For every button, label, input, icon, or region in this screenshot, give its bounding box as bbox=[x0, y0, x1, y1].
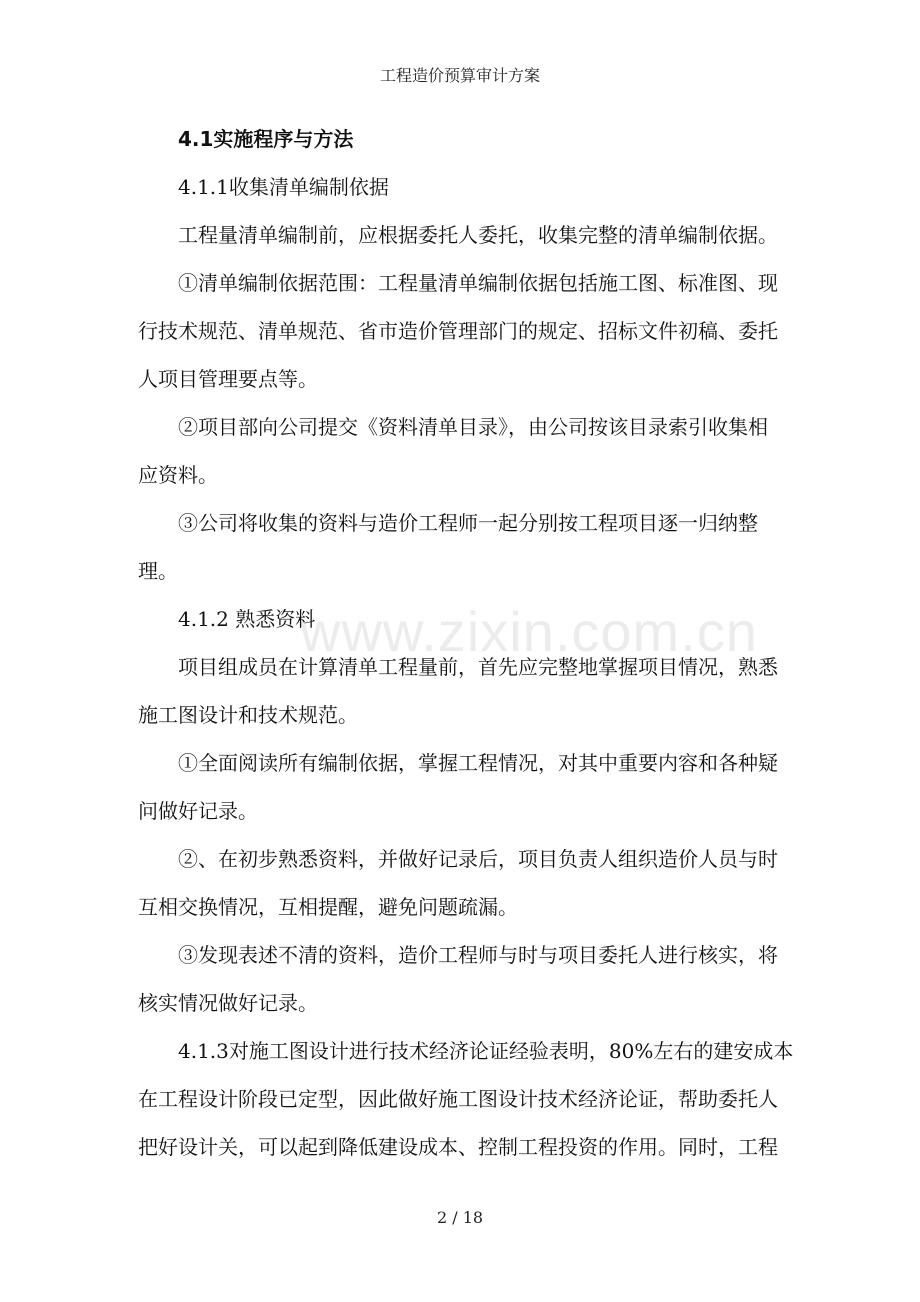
paragraph-line: 理。 bbox=[138, 559, 178, 583]
paragraph-line: ②项目部向公司提交《资料清单目录》，由公司按该目录索引收集相 bbox=[178, 415, 768, 439]
paragraph-line: ①清单编制依据范围：工程量清单编制依据包括施工图、标准图、现 bbox=[178, 271, 778, 295]
subsection-heading: 4.1.1收集清单编制依据 bbox=[178, 175, 389, 199]
page-number: 2 bbox=[436, 1208, 448, 1227]
paragraph-line: 问做好记录。 bbox=[138, 799, 258, 823]
paragraph-line: 行技术规范、清单规范、省市造价管理部门的规定、招标文件初稿、委托 bbox=[138, 319, 778, 343]
section-heading: 4.1实施程序与方法 bbox=[178, 127, 354, 151]
page-separator: / bbox=[452, 1208, 458, 1227]
page-header-title: 工程造价预算审计方案 bbox=[379, 66, 540, 85]
paragraph-line: ③公司将收集的资料与造价工程师一起分别按工程项目逐一归纳整 bbox=[178, 511, 758, 535]
page-total: 18 bbox=[462, 1208, 484, 1227]
paragraph-line: 施工图设计和技术规范。 bbox=[138, 703, 358, 727]
subsection-heading: 4.1.2 熟悉资料 bbox=[178, 607, 316, 631]
paragraph-line: 互相交换情况，互相提醒，避免问题疏漏。 bbox=[138, 895, 518, 919]
paragraph-line: 核实情况做好记录。 bbox=[138, 991, 318, 1015]
paragraph-line: 应资料。 bbox=[138, 463, 218, 487]
paragraph-line: 人项目管理要点等。 bbox=[138, 367, 318, 391]
paragraph-line: 项目组成员在计算清单工程量前，首先应完整地掌握项目情况，熟悉 bbox=[178, 655, 778, 679]
paragraph-line: 把好设计关，可以起到降低建设成本、控制工程投资的作用。同时，工程 bbox=[138, 1135, 778, 1159]
watermark-text: www.zixin.com.cn bbox=[300, 600, 758, 663]
paragraph-line: 4.1.3对施工图设计进行技术经济论证经验表明，80%左右的建安成本 bbox=[178, 1039, 794, 1063]
paragraph-line: 工程量清单编制前，应根据委托人委托，收集完整的清单编制依据。 bbox=[178, 223, 778, 247]
paragraph-line: ②、在初步熟悉资料，并做好记录后，项目负责人组织造价人员与时 bbox=[178, 847, 778, 871]
paragraph-line: 在工程设计阶段已定型，因此做好施工图设计技术经济论证，帮助委托人 bbox=[138, 1087, 778, 1111]
paragraph-line: ①全面阅读所有编制依据，掌握工程情况，对其中重要内容和各种疑 bbox=[178, 751, 778, 775]
page-footer bbox=[0, 1208, 920, 1228]
paragraph-line: ③发现表述不清的资料，造价工程师与时与项目委托人进行核实，将 bbox=[178, 943, 778, 967]
